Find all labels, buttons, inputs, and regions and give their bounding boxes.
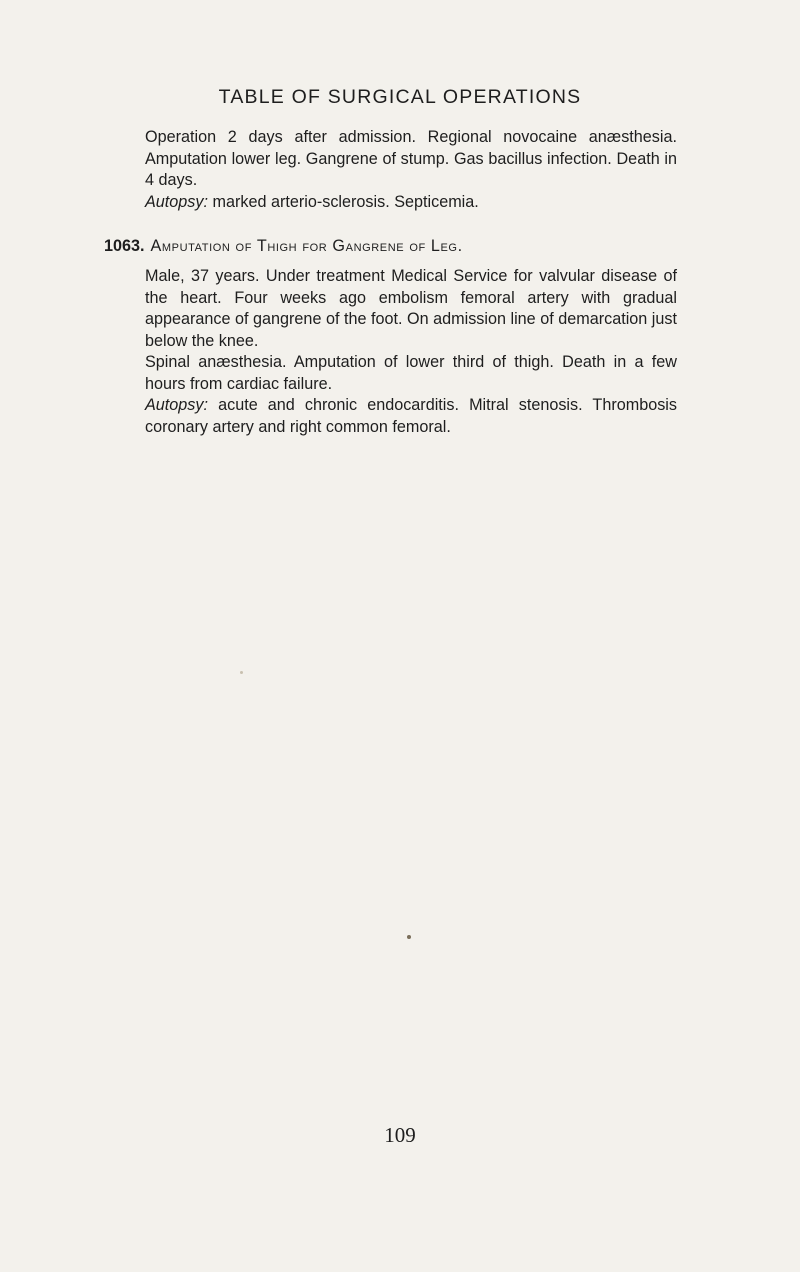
entry-number: 1063. xyxy=(104,237,145,255)
running-head: TABLE OF SURGICAL OPERATIONS xyxy=(218,86,582,108)
case-text: Operation 2 days after admission. Regional novocaine anæsthesia. Amputation lower leg. Gangrene of stump. Gas bacillus infection. Death in 4 days. xyxy=(145,128,677,189)
paper-speck xyxy=(240,671,243,674)
entry-autopsy-line xyxy=(145,395,677,438)
entry-paragraph-history: Male, 37 years. Under treatment Medical Service for valvular disease of the heart. Four weeks ago embolism femoral artery with gradual appearance of gangrene of the foot. On admission line of demarcation just below the knee. xyxy=(145,267,677,350)
entry-autopsy-label: Autopsy: xyxy=(145,396,208,414)
page-number: 109 xyxy=(384,1123,416,1147)
autopsy-text: marked arterio-sclerosis. Septicemia. xyxy=(208,192,479,211)
entry-title: Amputation of Thigh for Gangrene of Leg. xyxy=(150,237,463,255)
entry-heading xyxy=(104,236,463,258)
continued-case xyxy=(145,127,677,213)
entry-autopsy-text: acute and chronic endocarditis. Mitral stenosis. Thrombosis coronary artery and right common femoral. xyxy=(145,396,677,436)
entry-paragraph-operation: Spinal anæsthesia. Amputation of lower third of thigh. Death in a few hours from cardiac failure. xyxy=(145,353,677,393)
autopsy-line xyxy=(145,192,677,214)
paper-speck xyxy=(407,935,411,939)
entry-body xyxy=(145,266,677,438)
autopsy-label: Autopsy: xyxy=(145,192,208,211)
